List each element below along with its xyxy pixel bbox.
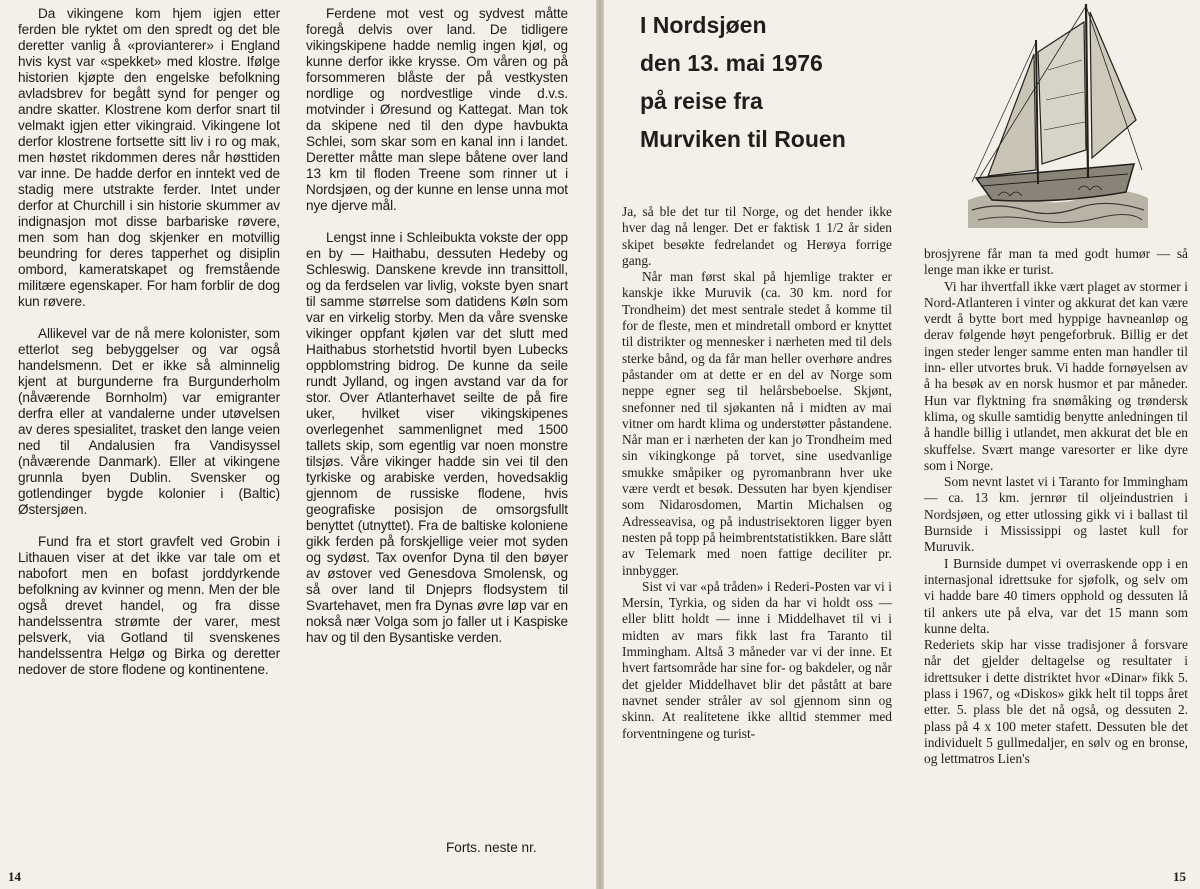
right-column-1 xyxy=(622,204,892,742)
sailing-ship-illustration xyxy=(958,0,1158,232)
paragraph: Rederiets skip har visse tradisjoner å forsvare når det gjelder deltagelse og resultater i idrettsuker i dette distriktet hvor «Dinar» fikk 5. plass i 1967, og «Diskos» gikk helt til topps året etter. 5. plass ble det nå også, og dessuten 2. plass på 4 x 100 meter stafett. Dessuten ble det individuelt 5 gullmedaljer, en sølv og en bronse, og lettmatros Lien's xyxy=(924,637,1188,767)
paragraph: Sist vi var «på tråden» i Rederi-Posten var vi i Mersin, Tyrkia, og siden da har vi holdt oss — eller blitt holdt — inne i Middelhavet til vi i midten av mars fikk last fra Taranto til Immingham. Altså 3 måneder var vi der inne. Et hvert fartsområde har sine for- og bakdeler, og når det gjelder Middelhavet blir det påstått at bare navnet sender stråler av sol gjennom sinn og skinn. At realitetene ikke alltid stemmer med forventningene og turist- xyxy=(622,578,892,741)
paragraph: I Burnside dumpet vi overraskende opp i en internasjonal idrettsuke for sjøfolk, og selv om vi hadde bare 40 timers opphold og dessuten lå til ankers ute på elva, var det 15 mann som kunne delta. xyxy=(924,555,1188,636)
page-number: 14 xyxy=(8,869,21,884)
paragraph: Allikevel var de nå mere kolonister, som etterlot seg bebyggelser og var også handelsmenn. Det er ikke så alminnelig kjent at burgunderne fra Burgunderholm (nåværende Bornholm) var emigranter derfra eller at vandalerne under utøvelsen av deres spesialitet, trasket den lange veien ned til Andalusien fra Vandisyssel (nåværende Danmark). Eller at vikingene grunnla byen Dublin. Svensker og gotlendinger bygde kolonier i (Baltic) Østersjøen. xyxy=(18,326,280,517)
left-column-1 xyxy=(18,6,280,678)
ship-icon xyxy=(958,0,1158,232)
paragraph: Ja, så ble det tur til Norge, og det hender ikke hver dag nå lenger. Det er faktisk 1 1/2 år siden skipet besøkte fedrelandet og Herøya forrige gang. xyxy=(622,204,892,268)
paragraph: Vi har ihvertfall ikke vært plaget av stormer i Nord-Atlanteren i vinter og akkurat det kan være verdt å bytte bort med hyppige havneanløp og derav følgende høyt pengeforbruk. Billig er det ingen steder lenger samme enten man handler til inn- eller utvortes bruk. Vi hadde fornøyelsen av å ha besøk av en norsk husmor et par måneder. Hun var flyktning fra snømåking og trøndersk klima, og skulle samtidig benytte anledningen til å handle billig i utlandet, men akkurat det ble en skuffelse. Svært mange varesorter er like dyre som i Norge. xyxy=(924,278,1188,473)
headline-line: I Nordsjøen xyxy=(640,12,767,38)
book-gutter xyxy=(596,0,604,889)
left-page xyxy=(0,0,596,889)
paragraph: Når man først skal på hjemlige trakter er kanskje ikke Muruvik (ca. 30 km. nord for Trondheim) det mest sentrale stedet å komme til for de fleste, men et mindretall ombord er knyttet til distrikter og mennesker i nærheten med til dels sterke bånd, og da får man heller overhøre andres påstander om at dette er en del av Norge som neppe egner seg til helårsbeboelse. Skjønt, snefonner ned til sjøkanten nå i midten av mai vitner om hardt klima og understøtter påstandene. Når man er i nærheten der kan jo Trondheim med sin vikingkonge på torvet, sine usedvanlige smukke småpiker og pyromanbrann hver uke være verdt et besøk. Dessuten har byen kjendiser som Nidarosdomen, Martin Michalsen og Adresseavisa, og på industrisektoren ligger byen nesten på topp på heimbrentstatistikken. Bare slått av Telemark med noen fattige deciliter pr. innbygger. xyxy=(622,269,892,578)
paragraph: Fund fra et stort gravfelt ved Grobin i Lithauen viser at det ikke var tale om et nabofort men en bofast jorddyrkende befolkning av kvinner og menn. Men der ble også drevet handel, og fra disse handelssentra strømte der varer, mest pelsverk, via Gotland til svenskenes handelssentra Helgø og Birka og deretter nedover de store flodene og kontinentene. xyxy=(18,534,280,677)
article-headline xyxy=(640,6,930,158)
paragraph: Lengst inne i Schleibukta vokste der opp en by — Haithabu, dessuten Hedeby og Schleswig. Danskene krevde inn transittoll, og da ferdselen var livlig, vokste byen snart til samme størrelse som datidens Køln som var en virkelig storby. Men da våre svenske vikinger oppfant kjølen var det slutt med Haithabus storhetstid hvortil byen Lubecks oppblomstring bidrog. De kunne da seile rundt Jylland, og ingen avstand var da for stor. Over Atlanterhavet seilte de på fire uker, hvilket viser vikingskipenes overlegenhet sammenlignet med 1500 tallets skip, som egentlig var noen monstre tilsjøs. Våre vikinger hadde sin vei til den tyrkiske og arabiske verden, hovedsaklig gjennom de russiske flodene, hvis geografiske posisjon de omsorgsfullt benyttet (utnyttet). Fra de baltiske koloniene gikk ferden på forskjellige veier mot syden og sydøst. Tax ovenfor Dyna til den bøyer av østover ved Genesdova Smolensk, og så over land til Dnjeprs flodsystem til Svartehavet, men fra Dynas øvre løp var en nokså nær Volga som jo faller ut i Kaspiske hav og til den Bysantiske verden. xyxy=(306,230,568,645)
headline-line: den 13. mai 1976 xyxy=(640,50,823,76)
left-column-2 xyxy=(306,6,568,646)
paragraph: Som nevnt lastet vi i Taranto for Immingham — ca. 13 km. jernrør til oljeindustrien i Nordsjøen, og etter utlossing gikk vi i ballast til Burnside i Mississippi og lastet kull for Muruvik. xyxy=(924,474,1188,555)
paragraph: Da vikingene kom hjem igjen etter ferden ble ryktet om den spredt og det ble deretter vanlig å «provianterer» i England hvis kyst var «spekket» med klostre. Ifølge historien kjøpte den engelske befolkning avladsbrev for begått synd for penger og andre skatter. Klostrene kom derfor snart til velmakt igjen etter vikingraid. Vikingene lot derfor klostrene fortsette sitt liv i ro og mak, men høstet rikdommen deres når høsttiden var inne. De hadde derfor en inntekt ved de stadig mere utstrakte ferder. Intet under derfor at Churchill i sin historie skummer av indignasjon mot disse barbariske røvere, men som han dog skjenker en motvillig beundring for deres tapperhet og disiplin ombord, kameratskapet og fremstående militære egenskaper. For ham forblir de dog kun røvere. xyxy=(18,6,280,309)
headline-line: på reise fra xyxy=(640,88,763,114)
paragraph: brosjyrene får man ta med godt humør — så lenge man ikke er turist. xyxy=(924,246,1188,278)
headline-line: Murviken til Rouen xyxy=(640,126,846,152)
paragraph: Ferdene mot vest og sydvest måtte foregå delvis over land. De tidligere vikingskipene hadde nemlig ingen kjøl, og kunne derfor ikke krysse. Om våren og på forsommeren blåste der på vestkysten nordlige og nordvestlige vinde d.v.s. motvinder i Øresund og Kattegat. Man tok da skipene ned til den dype havbukta Schlei, som skar som en kanal inn i landet. Deretter måtte man slepe båtene over land 13 km til floden Treene som rinner ut i Nordsjøen, og der kunne en lense unna mot nye djerve mål. xyxy=(306,6,568,213)
right-column-2 xyxy=(924,246,1188,768)
continued-note: Forts. neste nr. xyxy=(446,840,537,855)
page-number: 15 xyxy=(1173,869,1186,884)
